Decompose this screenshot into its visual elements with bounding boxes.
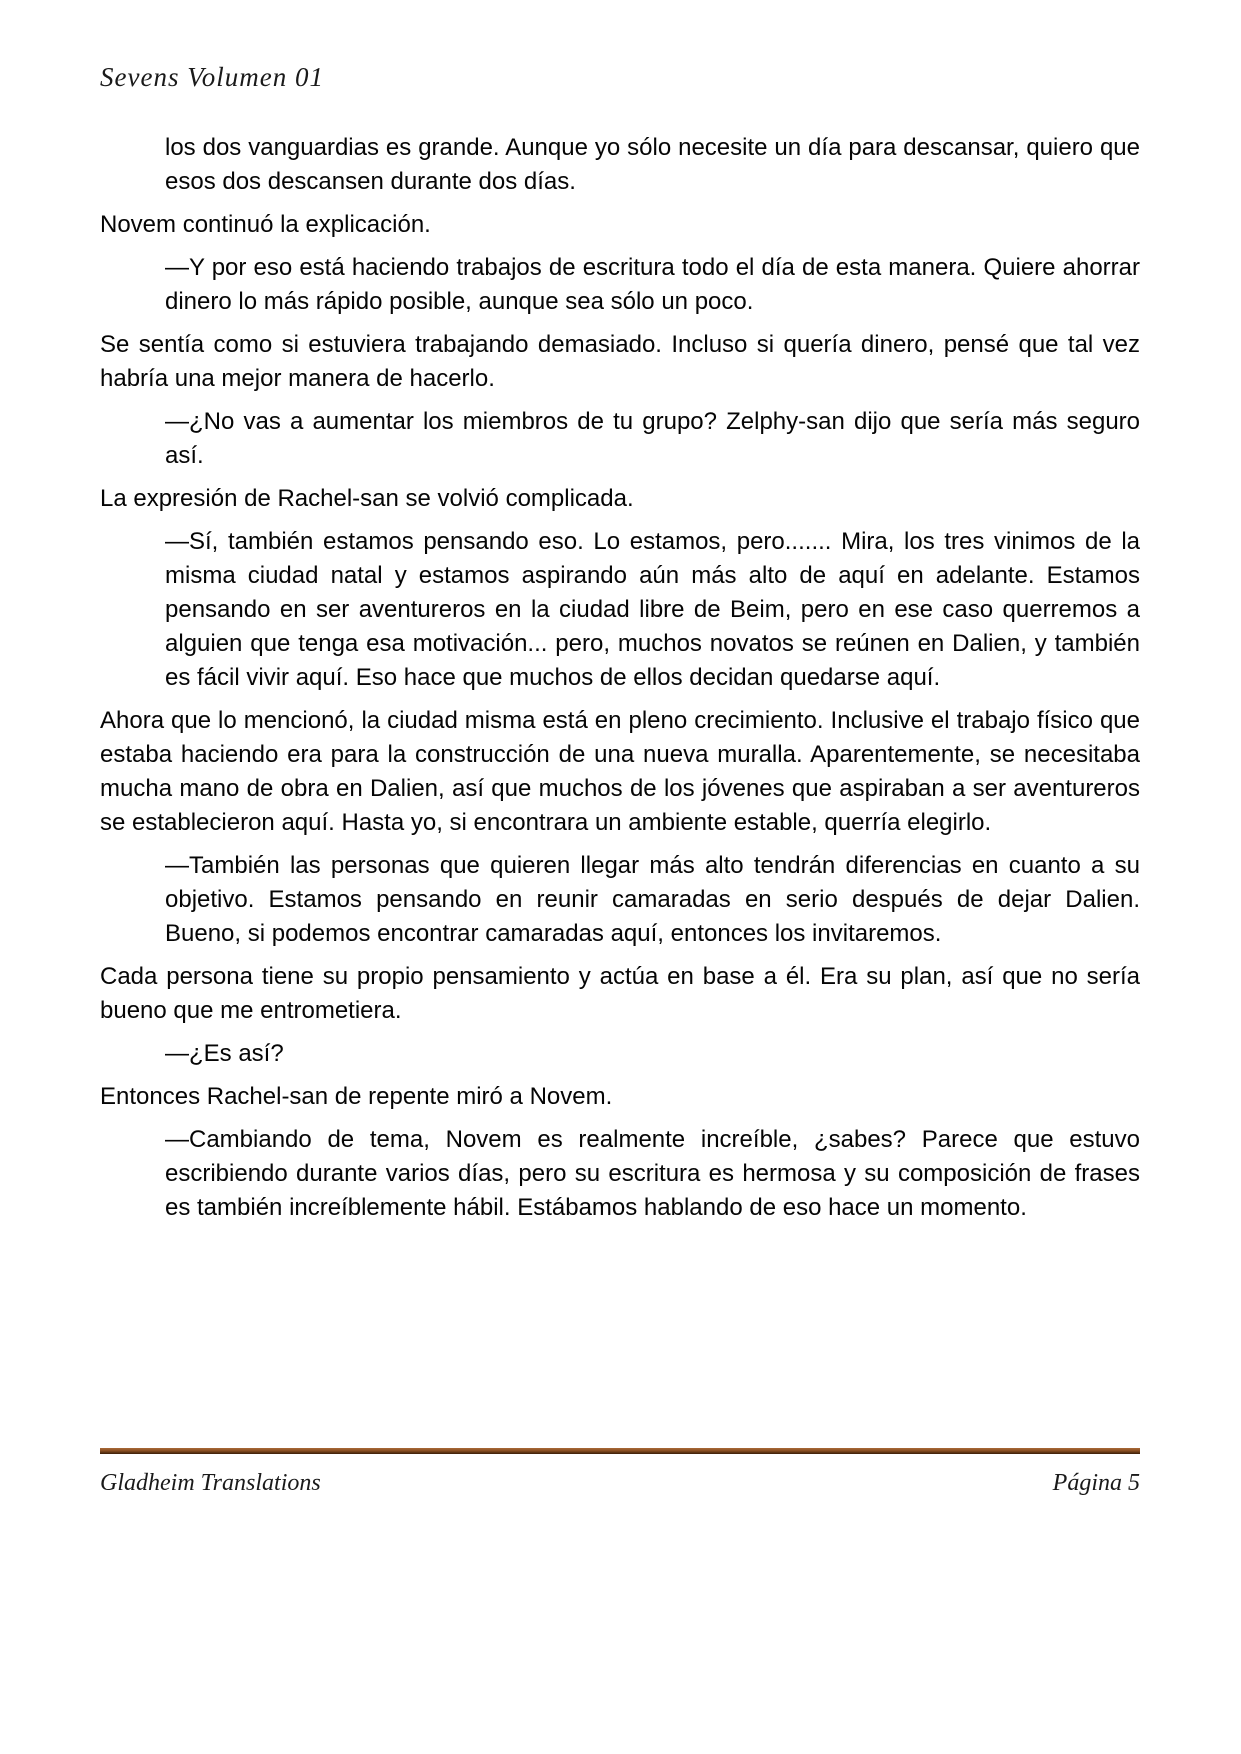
paragraph: La expresión de Rachel-san se volvió complicada.: [100, 485, 634, 512]
footer-divider-rule: [100, 1448, 1140, 1454]
page-header: [100, 62, 1140, 93]
page-footer: [100, 1470, 1140, 1497]
paragraph: Novem continuó la explicación.: [100, 211, 431, 238]
paragraph: Cada persona tiene su propio pensamiento y actúa en base a él. Era su plan, así que no sería bueno que me entrometiera.: [100, 963, 1140, 1024]
paragraph: —Sí, también estamos pensando eso. Lo estamos, pero....... Mira, los tres vinimos de la misma ciudad natal y estamos aspirando aún más alto de aquí en adelante. Estamos pensando en ser aventureros en la ciudad libre de Beim, pero en ese caso querremos a alguien que tenga esa motivación... pero, muchos novatos se reúnen en Dalien, y también es fácil vivir aquí. Eso hace que muchos de ellos decidan quedarse aquí.: [165, 528, 1140, 691]
paragraph: —¿Es así?: [165, 1040, 284, 1067]
document-body: [100, 131, 1140, 1234]
footer-translator-credit: Gladheim Translations: [100, 1470, 321, 1496]
paragraph: los dos vanguardias es grande. Aunque yo sólo necesite un día para descansar, quiero que esos dos descansen durante dos días.: [165, 134, 1140, 195]
paragraph: —Y por eso está haciendo trabajos de escritura todo el día de esta manera. Quiere ahorrar dinero lo más rápido posible, aunque sea sólo un poco.: [165, 254, 1140, 315]
paragraph: —Cambiando de tema, Novem es realmente increíble, ¿sabes? Parece que estuvo escribiendo durante varios días, pero su escritura es hermosa y su composición de frases es también increíblemente hábil. Estábamos hablando de eso hace un momento.: [165, 1126, 1140, 1221]
footer-page-number: Página 5: [1052, 1470, 1140, 1496]
paragraph: —¿No vas a aumentar los miembros de tu grupo? Zelphy-san dijo que sería más seguro así.: [165, 408, 1140, 469]
paragraph: —También las personas que quieren llegar más alto tendrán diferencias en cuanto a su objetivo. Estamos pensando en reunir camaradas en serio después de dejar Dalien. Bueno, si podemos encontrar camaradas aquí, entonces los invitaremos.: [165, 852, 1140, 947]
paragraph: Entonces Rachel-san de repente miró a Novem.: [100, 1083, 613, 1110]
paragraph: Se sentía como si estuviera trabajando demasiado. Incluso si quería dinero, pensé que tal vez habría una mejor manera de hacerlo.: [100, 331, 1140, 392]
paragraph: Ahora que lo mencionó, la ciudad misma está en pleno crecimiento. Inclusive el trabajo físico que estaba haciendo era para la construcción de una nueva muralla. Aparentemente, se necesitaba mucha mano de obra en Dalien, así que muchos de los jóvenes que aspiraban a ser aventureros se establecieron aquí. Hasta yo, si encontrara un ambiente estable, querría elegirlo.: [100, 707, 1140, 836]
header-title: Sevens Volumen 01: [100, 62, 324, 92]
